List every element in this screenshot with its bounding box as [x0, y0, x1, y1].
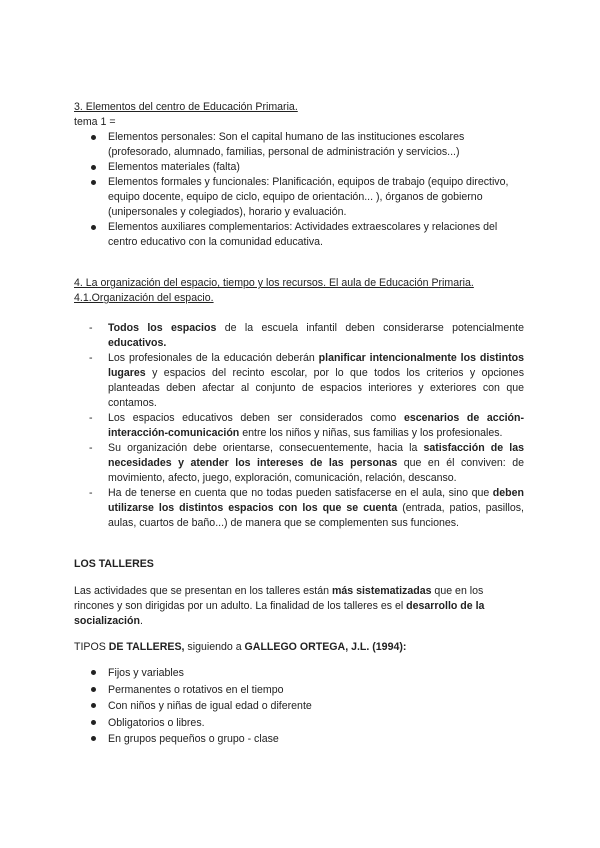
- bold-text: GALLEGO ORTEGA, J.L. (1994):: [244, 641, 407, 653]
- list-item: [74, 411, 524, 441]
- talleres-list: [74, 665, 524, 748]
- list-item: [74, 220, 524, 250]
- paragraph-text: .: [139, 615, 143, 627]
- list-item: Obligatorios o libres.: [74, 715, 524, 732]
- talleres-paragraph: [74, 584, 524, 629]
- item-text: Los espacios educativos deben ser considerados como: [108, 412, 404, 424]
- section-4-list: [74, 321, 524, 531]
- tipos-line: [74, 640, 524, 655]
- item-label: Elementos materiales: [108, 161, 210, 173]
- bold-text: escenarios de acción-interacción-comunicación: [108, 412, 524, 439]
- item-text: de la escuela infantil deben considerarse potencialmente: [216, 322, 524, 334]
- list-item: En grupos pequeños o grupo - clase: [74, 731, 524, 748]
- bold-text: educativos.: [108, 337, 167, 349]
- item-text: Los profesionales de la educación deberán: [108, 352, 319, 364]
- bold-text: más sistematizadas: [331, 585, 432, 597]
- list-item: Con niños y niñas de igual edad o diferente: [74, 698, 524, 715]
- bold-text: deben utilizarse los distintos espacios con los que se cuenta: [108, 487, 524, 514]
- item-text: (entrada, patios, pasillos, aulas, cuartos de baño...) de manera que se complementen sus funciones.: [108, 502, 524, 529]
- section-3-title: 3. Elementos del centro de Educación Primaria.: [74, 101, 298, 113]
- section-4: [74, 276, 524, 306]
- item-text: Actividades extraescolares y relaciones del centro educativo con la comunidad educativa.: [108, 221, 498, 248]
- item-text: Planificación, equipos de trabajo (equipo directivo, equipo docente, equipo de ciclo, equipo de orientación... ), órganos de gobierno (unipersonales y colegiados), horario y evaluación.: [108, 176, 509, 218]
- item-text: entre los niños y niñas, sus familias y los profesionales.: [239, 427, 503, 439]
- item-text: Ha de tenerse en cuenta que no todas pueden satisfacerse en el aula, sino que: [108, 487, 493, 499]
- talleres-heading: LOS TALLERES: [74, 558, 154, 570]
- item-text: que en él conviven: de movimiento, afecto, juego, exploración, comunicación, relación, descanso.: [108, 457, 524, 484]
- item-text: Su organización debe orientarse, consecuentemente, hacia la: [108, 442, 424, 454]
- talleres-list-block: [74, 665, 524, 748]
- list-item: [74, 351, 524, 411]
- bold-text: Todos los espacios: [108, 322, 217, 334]
- item-text: y espacios del recinto escolar, por lo que todos los criterios y opciones planteadas deben afectar al conjunto de espacios interiores y exteriores con que contamos.: [108, 367, 524, 409]
- item-text: Son el capital humano de las instituciones escolares (profesorado, alumnado, familias, personal de administración y servicios...): [108, 131, 465, 158]
- item-label: Elementos formales y funcionales:: [108, 176, 270, 188]
- list-item: [74, 175, 524, 220]
- section-3-subtitle: tema 1 =: [74, 116, 116, 128]
- item-text: (falta): [209, 161, 240, 173]
- list-item: [74, 321, 524, 351]
- bold-text: satisfacción de las necesidades y atender los intereses de las personas: [108, 442, 524, 469]
- list-item: [74, 441, 524, 486]
- talleres-heading-block: [74, 557, 524, 572]
- list-item: [74, 130, 524, 160]
- list-item: Permanentes o rotativos en el tiempo: [74, 682, 524, 699]
- tipos-text: siguiendo a: [184, 641, 245, 653]
- section-3-list: [74, 130, 524, 250]
- bold-text: DE TALLERES,: [108, 641, 185, 653]
- item-label: Elementos auxiliares complementarios:: [108, 221, 293, 233]
- section-4-title: 4. La organización del espacio, tiempo y los recursos. El aula de Educación Primaria.: [74, 277, 474, 289]
- tipos-text: TIPOS: [74, 641, 109, 653]
- list-item: Fijos y variables: [74, 665, 524, 682]
- paragraph-text: que en los rincones y son dirigidas por un adulto. La finalidad de los talleres es el: [74, 585, 484, 612]
- bold-text: desarrollo de la socialización: [74, 600, 485, 627]
- bold-text: planificar intencionalmente los distintos lugares: [108, 352, 524, 379]
- section-4-body: [74, 321, 524, 531]
- section-3: [74, 100, 524, 250]
- item-label: Elementos personales:: [108, 131, 216, 143]
- list-item: [74, 486, 524, 531]
- paragraph-text: Las actividades que se presentan en los talleres están: [74, 585, 332, 597]
- section-4-subtitle: 4.1.Organización del espacio.: [74, 292, 214, 304]
- list-item: [74, 160, 524, 175]
